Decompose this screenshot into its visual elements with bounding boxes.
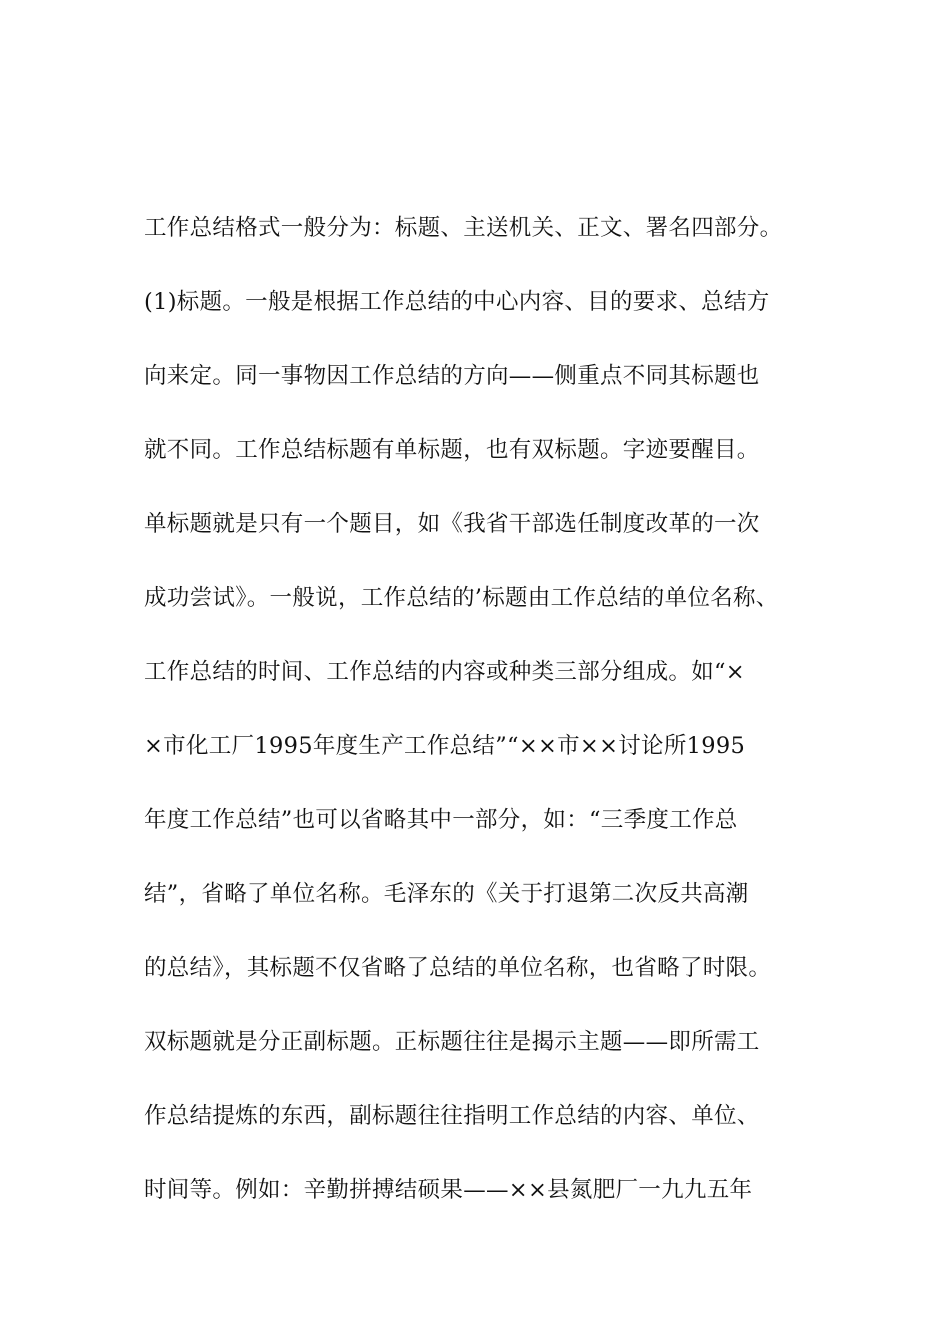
body-text-line: 就不同。工作总结标题有单标题，也有双标题。字迹要醒目。 (144, 437, 760, 463)
body-text-line: 双标题就是分正副标题。正标题往往是揭示主题——即所需工 (144, 1029, 760, 1055)
body-text-line: 单标题就是只有一个题目，如《我省干部选任制度改革的一次 (144, 511, 760, 537)
body-text-line: ×市化工厂1995年度生产工作总结”“××市××讨论所1995 (144, 733, 746, 759)
body-text-line: 结”，省略了单位名称。毛泽东的《关于打退第二次反共高潮 (144, 881, 749, 907)
body-text-line: 时间等。例如：辛勤拼搏结硕果——××县氮肥厂一九九五年 (144, 1177, 753, 1203)
body-text-line: 工作总结格式一般分为：标题、主送机关、正文、署名四部分。 (144, 215, 783, 241)
body-text-line: 成功尝试》。一般说，工作总结的’标题由工作总结的单位名称、 (144, 585, 779, 611)
body-text-line: 的总结》，其标题不仅省略了总结的单位名称，也省略了时限。 (144, 955, 772, 981)
body-text-line: 工作总结的时间、工作总结的内容或种类三部分组成。如“× (144, 659, 745, 685)
body-text-line: 作总结提炼的东西，副标题往往指明工作总结的内容、单位、 (144, 1103, 760, 1129)
body-text-line: (1)标题。一般是根据工作总结的中心内容、目的要求、总结方 (144, 289, 770, 315)
body-text-line: 向来定。同一事物因工作总结的方向——侧重点不同其标题也 (144, 363, 760, 389)
body-text-line: 年度工作总结”也可以省略其中一部分，如：“三季度工作总 (144, 807, 738, 833)
